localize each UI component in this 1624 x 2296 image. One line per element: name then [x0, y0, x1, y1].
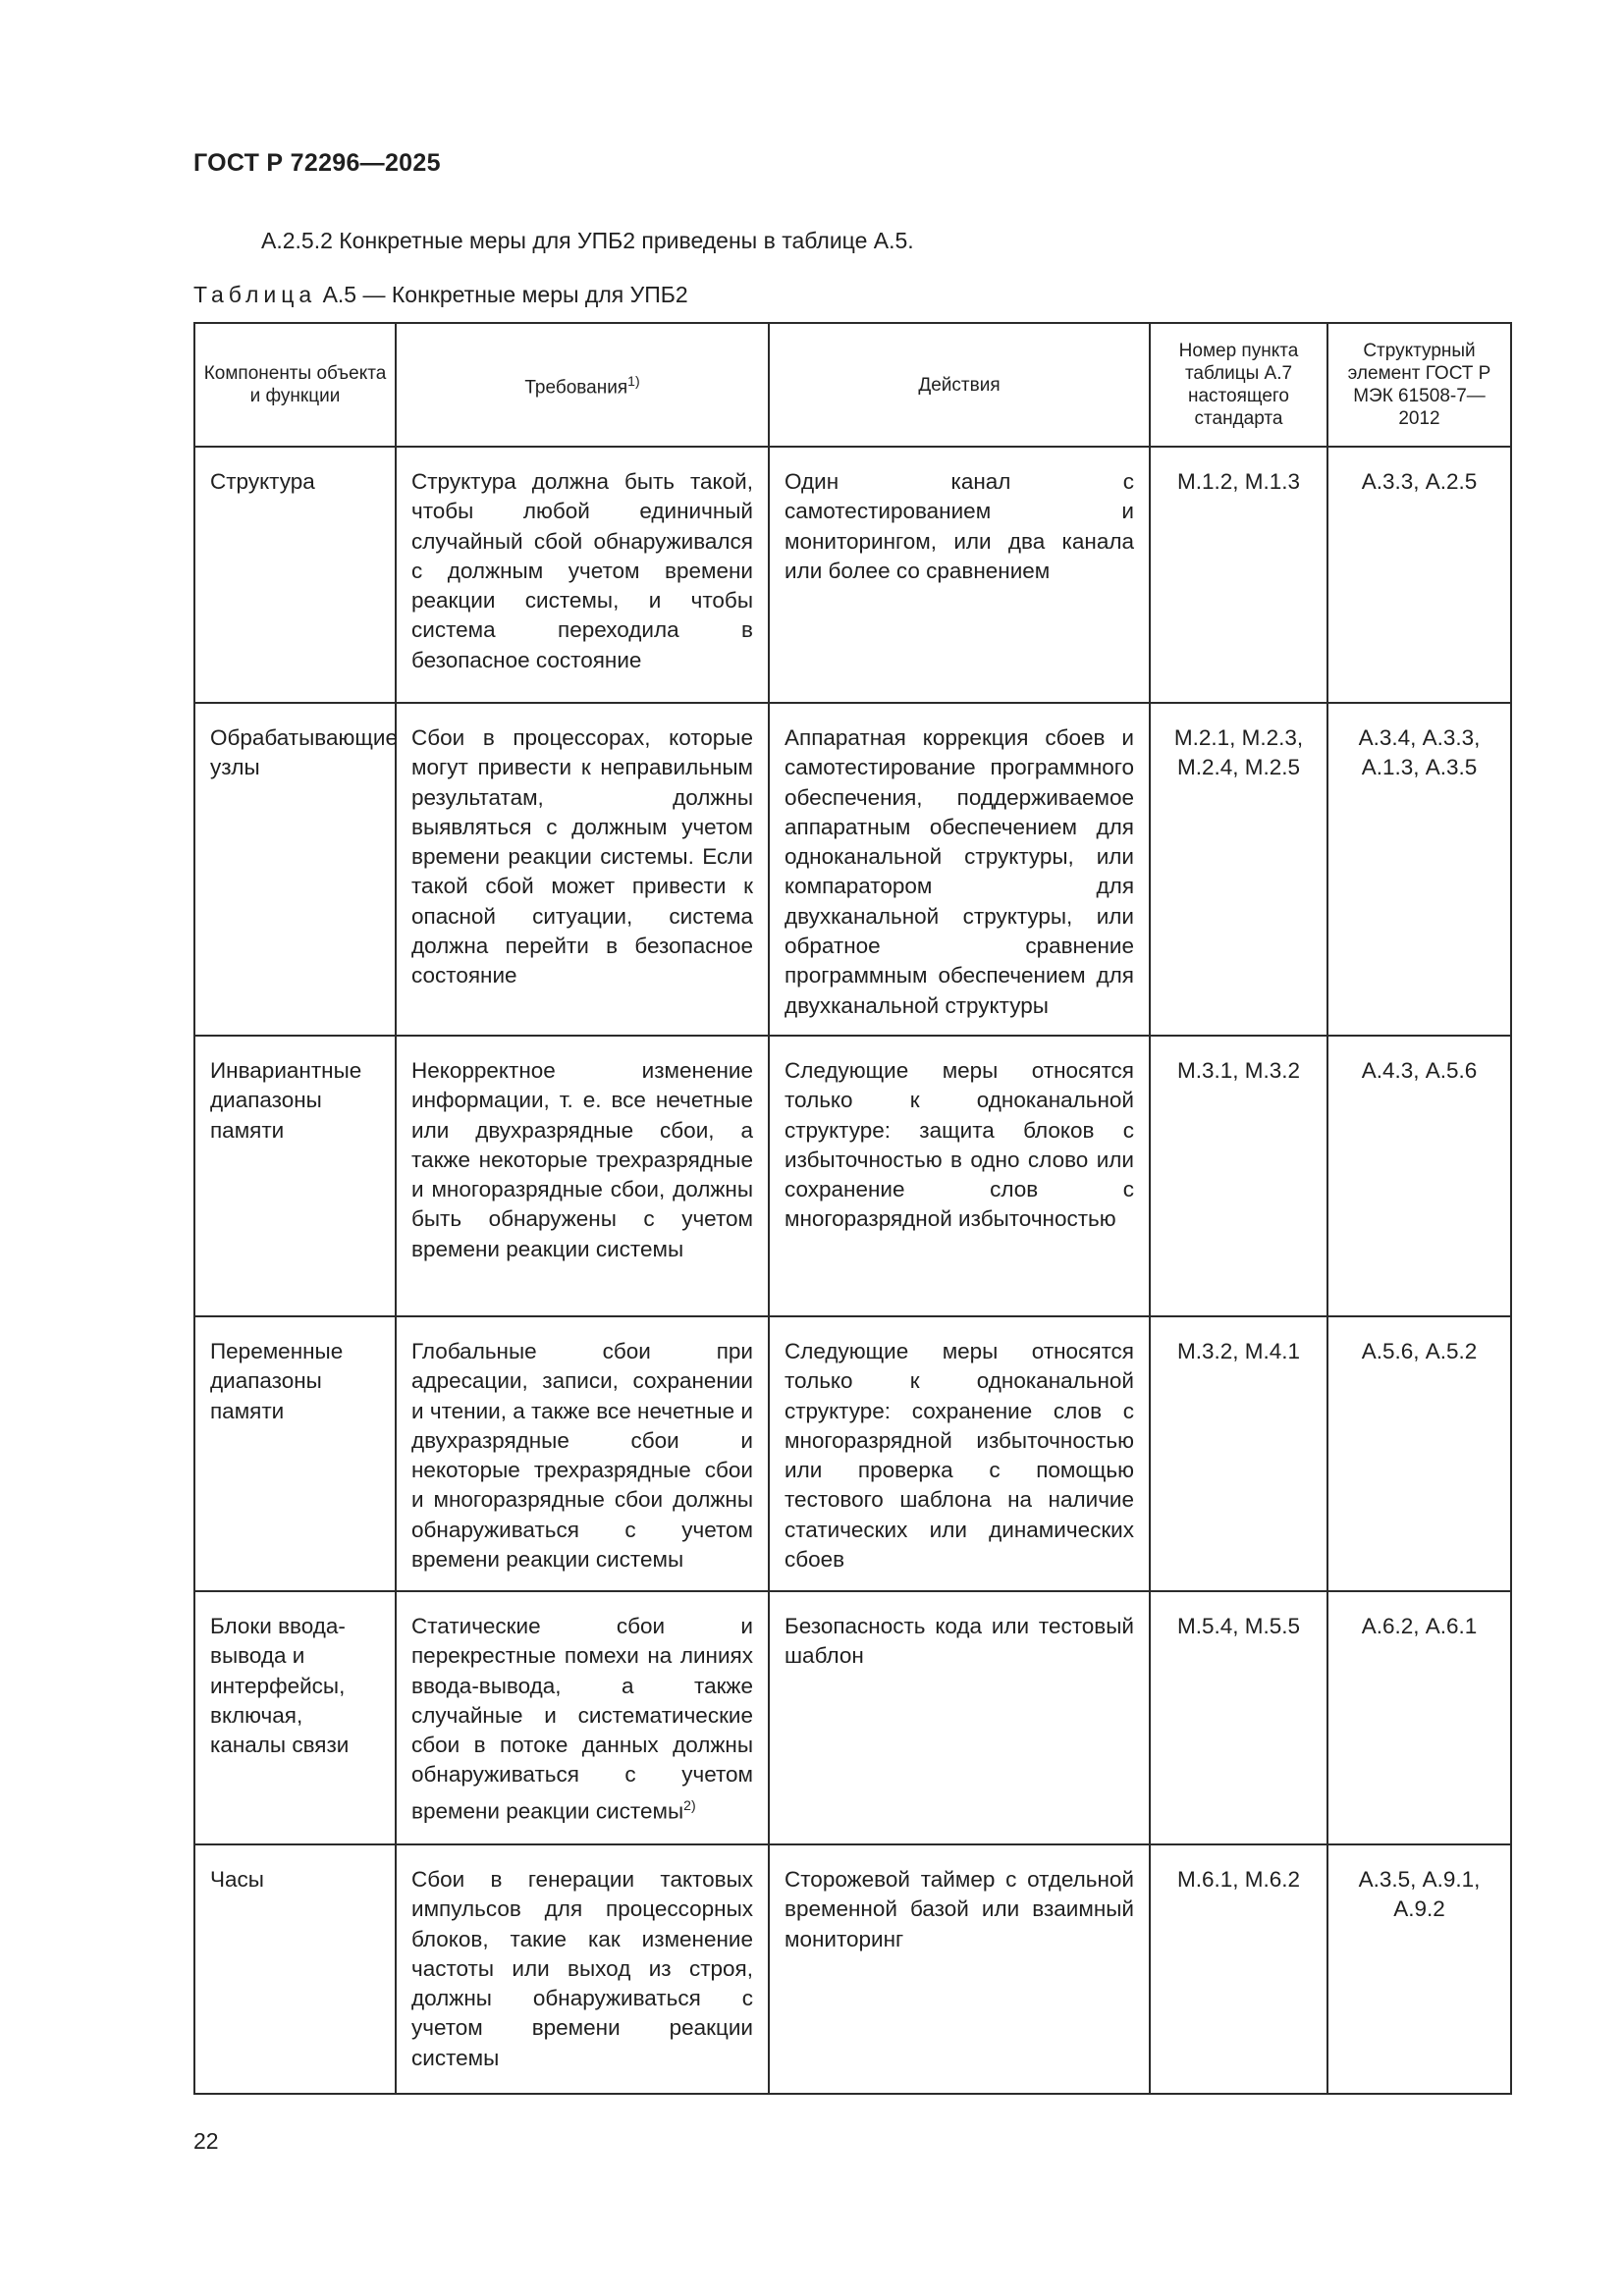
- table-row: [194, 703, 1511, 1036]
- table-row: [194, 1036, 1511, 1316]
- cell-item-number: М.6.1, М.6.2: [1150, 1844, 1327, 2094]
- table-caption-text: А.5 — Конкретные меры для УПБ2: [316, 282, 688, 307]
- cell-structural-element: А.3.3, А.2.5: [1327, 447, 1511, 703]
- page-number: 22: [193, 2128, 219, 2154]
- cell-actions: Безопасность кода или тестовый шаблон: [769, 1591, 1150, 1844]
- column-header-requirements: [396, 323, 769, 447]
- cell-item-number: М.2.1, М.2.3, М.2.4, М.2.5: [1150, 703, 1327, 1036]
- cell-requirements: Сбои в генерации тактовых импульсов для процессорных блоков, такие как изменение частоты или выход из строя, должны обнаруживаться с учетом времени реакции системы: [396, 1844, 769, 2094]
- table-row: [194, 1591, 1511, 1844]
- cell-structural-element: А.4.3, А.5.6: [1327, 1036, 1511, 1316]
- intro-paragraph: А.2.5.2 Конкретные меры для УПБ2 приведены в таблице А.5.: [261, 228, 914, 253]
- cell-requirements: Сбои в процессорах, которые могут привести к неправильным результатам, должны выявляться с должным учетом времени реакции системы. Если такой сбой может привести к опасной ситуации, система должна перейти в безопасное состояние: [396, 703, 769, 1036]
- cell-structural-element: А.3.5, А.9.1, А.9.2: [1327, 1844, 1511, 2094]
- cell-component: Инвариантные диапазоны памяти: [194, 1036, 396, 1316]
- footnote-ref-2: 2): [683, 1796, 696, 1813]
- cell-structural-element: А.6.2, А.6.1: [1327, 1591, 1511, 1844]
- measures-table: [193, 322, 1512, 2095]
- cell-requirements: Некорректное изменение информации, т. е. все нечетные или двухразрядные сбои, а также некоторые трехразрядные и многоразрядные сбои, должны быть обнаружены с учетом времени реакции системы: [396, 1036, 769, 1316]
- footnote-ref-1: 1): [627, 373, 640, 390]
- cell-requirements: [396, 1591, 769, 1844]
- table-row: [194, 1316, 1511, 1591]
- column-header-component: Компоненты объекта и функции: [194, 323, 396, 447]
- table-row: [194, 1844, 1511, 2094]
- cell-item-number: М.5.4, М.5.5: [1150, 1591, 1327, 1844]
- cell-actions: Аппаратная коррекция сбоев и самотестирование программного обеспечения, поддерживаемое аппаратным обеспечением для одноканальной структуры, или компаратором для двухканальной структуры, или обратное сравнение программным обеспечением для двухканальной структуры: [769, 703, 1150, 1036]
- cell-requirements-text: Статические сбои и перекрестные помехи на линиях ввода-вывода, а также случайные и систематические сбои в потоке данных должны обнаруживаться с учетом времени реакции системы: [411, 1613, 753, 1824]
- cell-requirements: Глобальные сбои при адресации, записи, сохранении и чтении, а также все нечетные и двухразрядные сбои и некоторые трехразрядные сбои и многоразрядные сбои должны обнаруживаться с учетом времени реакции системы: [396, 1316, 769, 1591]
- cell-component: Структура: [194, 447, 396, 703]
- cell-item-number: М.3.2, М.4.1: [1150, 1316, 1327, 1591]
- cell-component: Блоки ввода-вывода и интерфейсы, включая, каналы связи: [194, 1591, 396, 1844]
- cell-component: Часы: [194, 1844, 396, 2094]
- column-header-item-number: Номер пункта таблицы А.7 настоящего стандарта: [1150, 323, 1327, 447]
- document-header: ГОСТ Р 72296—2025: [193, 149, 441, 177]
- cell-structural-element: А.5.6, А.5.2: [1327, 1316, 1511, 1591]
- cell-actions: Следующие меры относятся только к одноканальной структуре: сохранение слов с многоразрядной избыточностью или проверка с помощью тестового шаблона на наличие статических или динамических сбоев: [769, 1316, 1150, 1591]
- table-caption: [193, 282, 688, 308]
- cell-actions: Один канал с самотестированием и мониторингом, или два канала или более со сравнением: [769, 447, 1150, 703]
- table-header-row: [194, 323, 1511, 447]
- column-header-structural-element: Структурный элемент ГОСТ Р МЭК 61508-7—2012: [1327, 323, 1511, 447]
- cell-requirements: Структура должна быть такой, чтобы любой единичный случайный сбой обнаруживался с должным учетом времени реакции системы, и чтобы система переходила в безопасное состояние: [396, 447, 769, 703]
- cell-item-number: М.1.2, М.1.3: [1150, 447, 1327, 703]
- cell-item-number: М.3.1, М.3.2: [1150, 1036, 1327, 1316]
- cell-actions: Сторожевой таймер с отдельной временной базой или взаимный мониторинг: [769, 1844, 1150, 2094]
- cell-structural-element: А.3.4, А.3.3, А.1.3, А.3.5: [1327, 703, 1511, 1036]
- column-header-actions: Действия: [769, 323, 1150, 447]
- column-header-requirements-label: Требования: [524, 377, 628, 399]
- table-row: [194, 447, 1511, 703]
- cell-component: Обрабатывающие узлы: [194, 703, 396, 1036]
- table-caption-label: Таблица: [193, 282, 317, 307]
- cell-component: Переменные диапазоны памяти: [194, 1316, 396, 1591]
- cell-actions: Следующие меры относятся только к одноканальной структуре: защита блоков с избыточностью в одно слово или сохранение слов с многоразрядной избыточностью: [769, 1036, 1150, 1316]
